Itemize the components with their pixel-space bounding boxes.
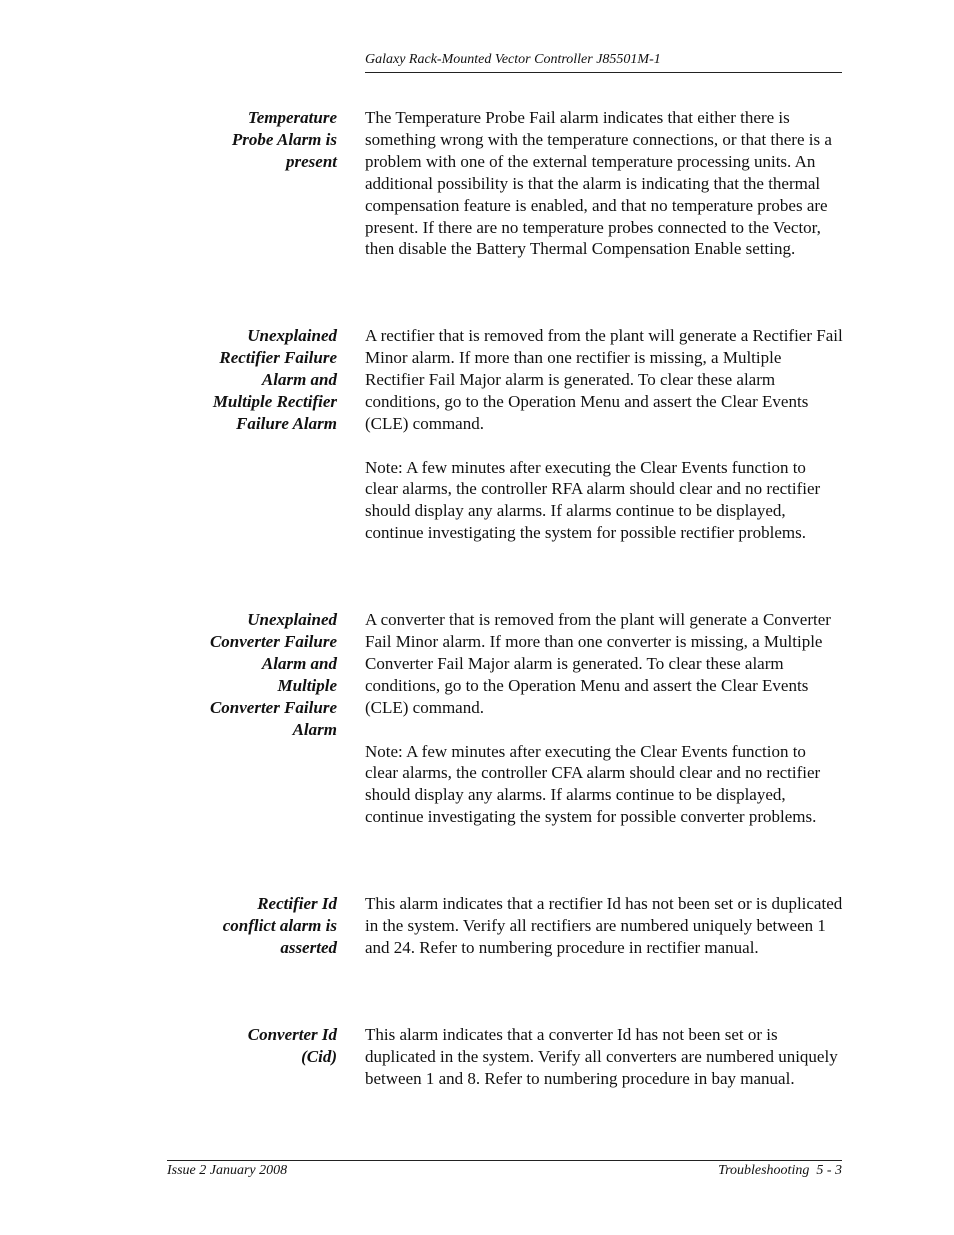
section-body [365,893,843,981]
side-heading: Unexplained Converter Failure Alarm and Multiple Converter Failure Alarm [209,610,337,739]
note-paragraph: Note: A few minutes after executing the Clear Events function to clear alarms, the controller RFA alarm should clear and no rectifier should display any alarms. If alarms continue to be displayed, continue investigating the system for possible rectifier problems. [365,457,821,543]
section-body [365,325,843,566]
paragraph: The Temperature Probe Fail alarm indicates that either there is something wrong with the temperature connections, or that there is a problem with one of the external temperature processing units. An additional possibility is that the alarm is indicating that the thermal compensation feature is enabled, and that no temperature probes are present. If there are no temperature probes connected to the Vector, then disable the Battery Thermal Compensation Enable setting. [365,108,832,259]
running-header: Galaxy Rack-Mounted Vector Controller J85501M-1 [365,52,661,67]
paragraph: This alarm indicates that a converter Id has not been set or is duplicated in the system. Verify all converters are numbered uniquely between 1 and 8. Refer to numbering procedure in bay manual. [365,1025,838,1088]
header-rule [365,72,842,73]
side-heading: Temperature Probe Alarm is present [231,108,337,171]
section-body [365,609,843,850]
paragraph: A converter that is removed from the plant will generate a Converter Fail Minor alarm. If more than one converter is missing, a Multiple Converter Fail Major alarm is generated. To clear these alarm conditions, go to the Operation Menu and assert the Clear Events (CLE) command. [365,610,831,717]
section-body [365,107,843,282]
side-heading: Unexplained Rectifier Failure Alarm and Multiple Rectifier Failure Alarm [212,326,337,433]
side-heading: Converter Id (Cid) [247,1025,337,1066]
footer-rule [167,1160,842,1161]
footer-issue: Issue 2 January 2008 [167,1163,288,1178]
side-heading: Rectifier Id conflict alarm is asserted [222,894,337,957]
paragraph: A rectifier that is removed from the plant will generate a Rectifier Fail Minor alarm. If more than one rectifier is missing, a Multiple Rectifier Fail Major alarm is generated. To clear these alarm conditions, go to the Operation Menu and assert the Clear Events (CLE) command. [365,326,843,433]
section-body [365,1024,843,1112]
note-paragraph: Note: A few minutes after executing the Clear Events function to clear alarms, the controller CFA alarm should clear and no rectifier should display any alarms. If alarms continue to be displayed, continue investigating the system for possible converter problems. [365,741,821,827]
footer-page-number: Troubleshooting 5 - 3 [718,1163,842,1178]
paragraph: This alarm indicates that a rectifier Id has not been set or is duplicated in the system. Verify all rectifiers are numbered uniquely between 1 and 24. Refer to numbering procedure in rectifier manual. [365,894,843,957]
